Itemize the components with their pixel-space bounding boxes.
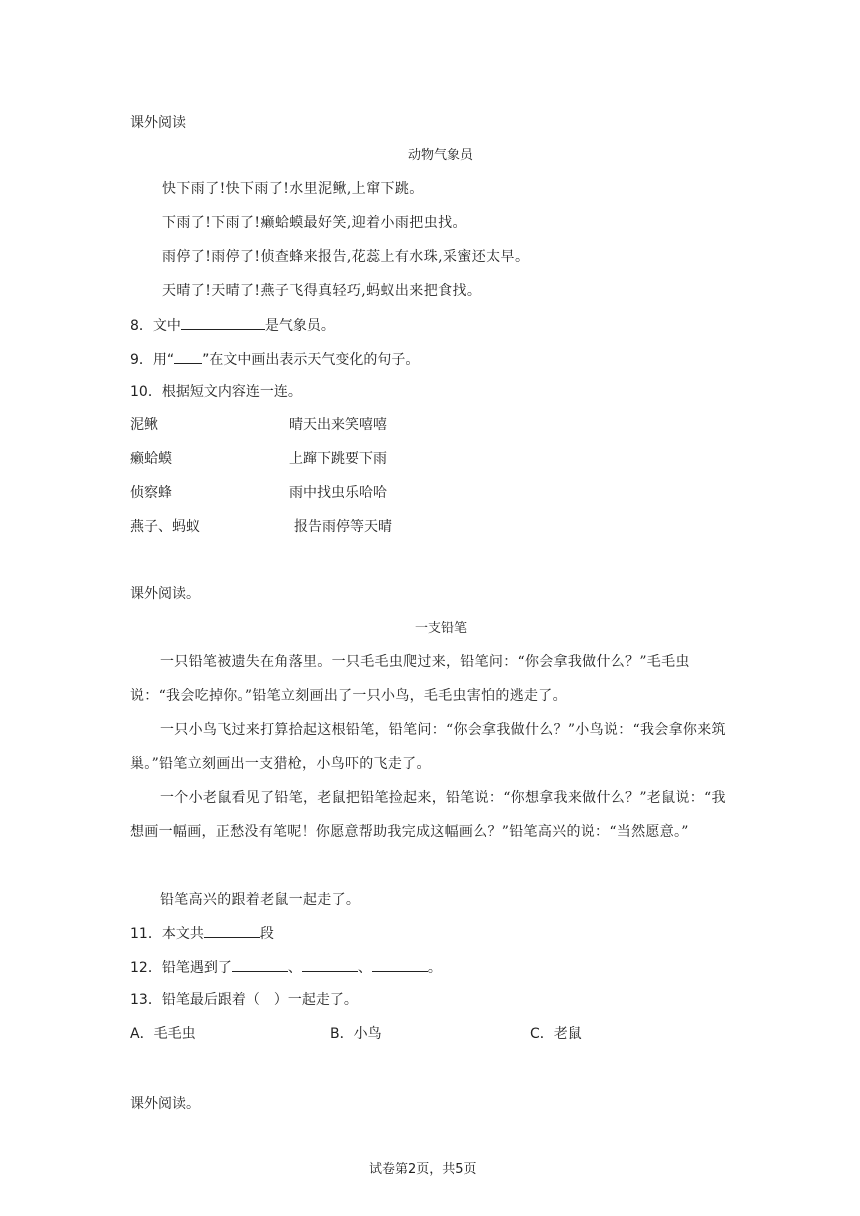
separator: 、 (357, 960, 372, 976)
separator: 、 (287, 960, 302, 976)
question-13: 13．铅笔最后跟着（ ）一起走了。 (130, 992, 358, 1008)
story-paragraph: 铅笔高兴的跟着老鼠一起走了。 (160, 892, 361, 908)
question-9 (130, 349, 419, 370)
question-text: ”在文中画出表示天气变化的句子。 (202, 352, 420, 368)
poem-title: 动物气象员 (408, 148, 474, 163)
underline-sample (174, 349, 202, 364)
answer-blank[interactable] (302, 957, 358, 972)
question-text: 是气象员。 (264, 318, 335, 334)
section-heading: 课外阅读 (130, 115, 186, 131)
match-left-item[interactable]: 燕子、蚂蚁 (130, 519, 200, 535)
question-10: 10．根据短文内容连一连。 (130, 384, 302, 400)
match-right-item[interactable]: 晴天出来笑嘻嘻 (289, 417, 387, 433)
story-paragraph: 一只铅笔被遗失在角落里。一只毛毛虫爬过来，铅笔问：“你会拿我做什么？”毛毛虫说：“我会吃掉你。”铅笔立刻画出了一只小鸟，毛毛虫害怕的逃走了。 (130, 654, 690, 704)
option-c[interactable]: C．老鼠 (530, 1026, 582, 1042)
match-right-item[interactable]: 雨中找虫乐哈哈 (289, 485, 387, 501)
story-paragraph: 一只小鸟飞过来打算拾起这根铅笔，铅笔问：“你会拿我做什么？”小鸟说：“我会拿你来筑巢。”铅笔立刻画出一支猎枪，小鸟吓的飞走了。 (130, 722, 726, 772)
question-text: 。 (427, 960, 442, 976)
answer-blank[interactable] (232, 957, 288, 972)
match-left-item[interactable]: 侦察蜂 (130, 485, 172, 501)
story-paragraph: 一个小老鼠看见了铅笔，老鼠把铅笔捡起来，铅笔说：“你想拿我来做什么？”老鼠说：“我想画一幅画，正愁没有笔呢！你愿意帮助我完成这幅画么？”铅笔高兴的说：“当然愿意。” (130, 790, 726, 840)
page-footer: 试卷第2页，共5页 (369, 1162, 477, 1177)
poem-line: 雨停了!雨停了!侦查蜂来报告,花蕊上有水珠,采蜜还太早。 (162, 249, 530, 265)
poem-line: 快下雨了!快下雨了!水里泥鳅,上窜下跳。 (162, 181, 424, 197)
option-b[interactable]: B．小鸟 (330, 1026, 382, 1042)
question-text: 段 (259, 926, 274, 942)
question-text: 9．用“ (130, 352, 175, 368)
poem-line: 下雨了!下雨了!癞蛤蟆最好笑,迎着小雨把虫找。 (162, 215, 467, 231)
section-heading: 课外阅读。 (130, 1096, 200, 1112)
match-left-item[interactable]: 泥鳅 (130, 417, 158, 433)
match-right-item[interactable]: 上蹿下跳要下雨 (289, 451, 387, 467)
answer-blank[interactable] (181, 315, 265, 330)
story-title: 一支铅笔 (415, 621, 468, 636)
question-text: 8．文中 (130, 318, 181, 334)
question-8 (130, 315, 335, 336)
poem-line: 天晴了!天晴了!燕子飞得真轻巧,蚂蚁出来把食找。 (162, 283, 482, 299)
question-text: 12．铅笔遇到了 (130, 960, 232, 976)
answer-blank[interactable] (204, 923, 260, 938)
question-11 (130, 923, 274, 944)
section-heading: 课外阅读。 (130, 586, 200, 602)
match-left-item[interactable]: 癞蛤蟆 (130, 451, 172, 467)
match-right-item[interactable]: 报告雨停等天晴 (294, 519, 392, 535)
question-12 (130, 957, 442, 978)
option-a[interactable]: A．毛毛虫 (130, 1026, 196, 1042)
question-text: 11．本文共 (130, 926, 204, 942)
answer-blank[interactable] (372, 957, 428, 972)
